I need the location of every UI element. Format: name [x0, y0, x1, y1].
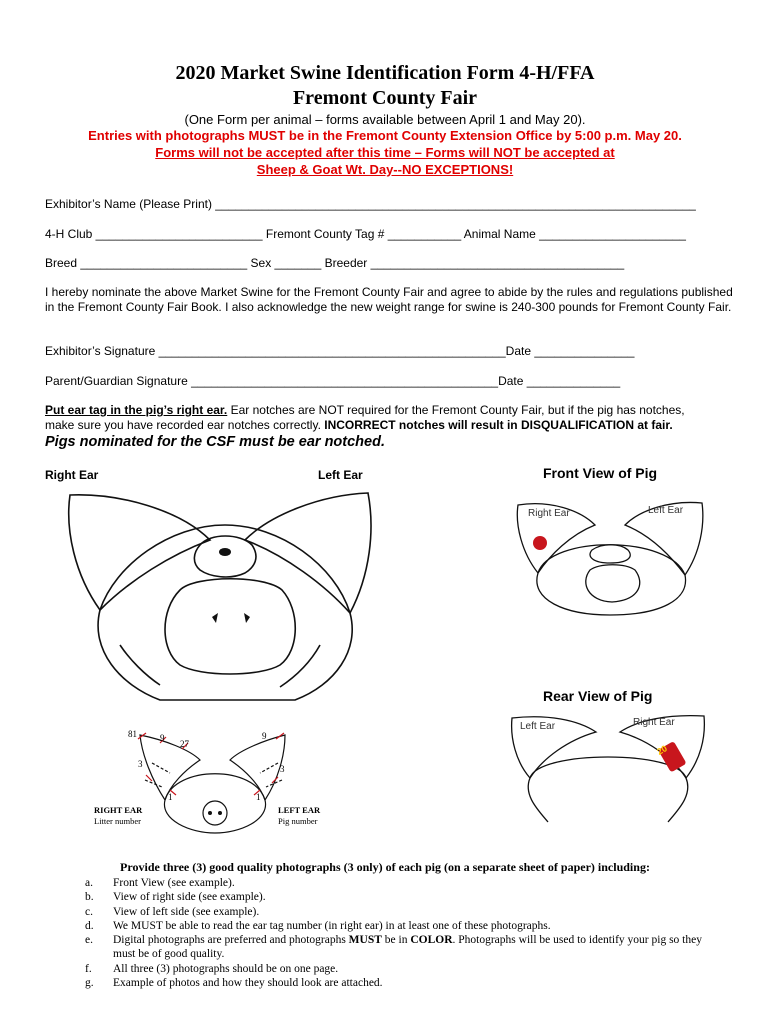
breed-sex-breeder-row[interactable]: Breed _________________________ Sex _______ Breeder ______________________________________ [45, 256, 625, 270]
ear-tag-number: 20 [655, 743, 669, 757]
club-tag-animal-row[interactable]: 4-H Club _________________________ Fremont County Tag # ___________ Animal Name ______________________ [45, 227, 686, 241]
notch-1-left: 1 [256, 792, 261, 802]
deadline-notice: Entries with photographs MUST be in the Fremont County Extension Office by 5:00 p.m. May 20. [88, 128, 682, 143]
front-left-ear-label: Left Ear [648, 505, 684, 516]
pig-face-illustration [60, 485, 380, 710]
left-ear-label: Left Ear [318, 468, 363, 482]
parent-signature-field[interactable]: Parent/Guardian Signature ______________________________________________Date ______________ [45, 374, 621, 388]
right-ear-caption-title: RIGHT EAR [94, 805, 143, 815]
rear-left-ear-label: Left Ear [520, 721, 556, 732]
form-title: 2020 Market Swine Identification Form 4-H/FFA [175, 62, 595, 84]
list-item: a. Front View (see example). [85, 877, 235, 889]
notch-9-left: 9 [262, 731, 267, 741]
pig-number-caption: Pig number [278, 816, 318, 826]
list-item: c. View of left side (see example). [85, 905, 260, 918]
notch-3-right: 3 [138, 759, 143, 769]
left-ear-caption [278, 805, 320, 827]
litter-number-caption: Litter number [94, 816, 141, 826]
front-view-heading: Front View of Pig [543, 465, 658, 481]
ear-tag-instructions [45, 403, 735, 433]
notch-9-right: 9 [160, 733, 165, 743]
form-instructions: (One Form per animal – forms available between April 1 and May 20). [184, 112, 586, 127]
notch-3-left: 3 [280, 764, 285, 774]
exhibitor-signature-field[interactable]: Exhibitor’s Signature ____________________________________________________Date _______________ [45, 344, 635, 358]
list-item: d. We MUST be able to read the ear tag number (in right ear) in at least one of these photographs. [85, 919, 551, 932]
ear-tag-text1: Ear notches are NOT required for the Fremont County Fair, but if the pig has notches, [227, 403, 685, 417]
photos-heading: Provide three (3) good quality photographs (3 only) of each pig (on a separate sheet of paper) including: [120, 860, 650, 874]
right-ear-caption [94, 805, 142, 827]
photos-list [85, 876, 715, 990]
list-item: f. All three (3) photographs should be on one page. [85, 962, 339, 975]
notch-1-right: 1 [168, 792, 173, 802]
late-notice: Forms will not be accepted after this time – Forms will NOT be accepted at [155, 145, 615, 160]
no-exceptions-notice: Sheep & Goat Wt. Day--NO EXCEPTIONS! [256, 162, 514, 177]
front-right-ear-label: Right Ear [528, 508, 570, 519]
notch-81: 81 [128, 729, 137, 739]
rear-right-ear-label: Right Ear [633, 717, 675, 728]
right-ear-label: Right Ear [45, 468, 99, 482]
left-ear-caption-title: LEFT EAR [278, 805, 321, 815]
csf-notice: Pigs nominated for the CSF must be ear notched. [45, 434, 385, 450]
list-item: e. Digital photographs are preferred and photographs MUST be in COLOR. Photographs will be used to identify your pig so they must be of good quality. [85, 934, 702, 961]
disqualification-warning: INCORRECT notches will result in DISQUALIFICATION at fair. [324, 418, 673, 432]
list-item: b. View of right side (see example). [85, 891, 266, 904]
notch-27: 27 [180, 739, 189, 749]
form-subtitle-county: Fremont County Fair [292, 87, 478, 109]
ear-tag-text2: make sure you have recorded ear notches correctly. [45, 418, 325, 432]
nomination-statement: I hereby nominate the above Market Swine for the Fremont County Fair and agree to abide by the rules and regulations published in the Fremont County Fair Book. I also acknowledge the new weight range for swine is 240-300 pounds for Fremont County Fair. [45, 285, 733, 314]
rear-view-heading: Rear View of Pig [543, 688, 653, 704]
exhibitor-name-field[interactable]: Exhibitor’s Name (Please Print) ________________________________________________________________________ [45, 197, 696, 211]
ear-tag-lead: Put ear tag in the pig’s right ear. [45, 403, 228, 417]
list-item: g. Example of photos and how they should look are attached. [85, 977, 383, 990]
